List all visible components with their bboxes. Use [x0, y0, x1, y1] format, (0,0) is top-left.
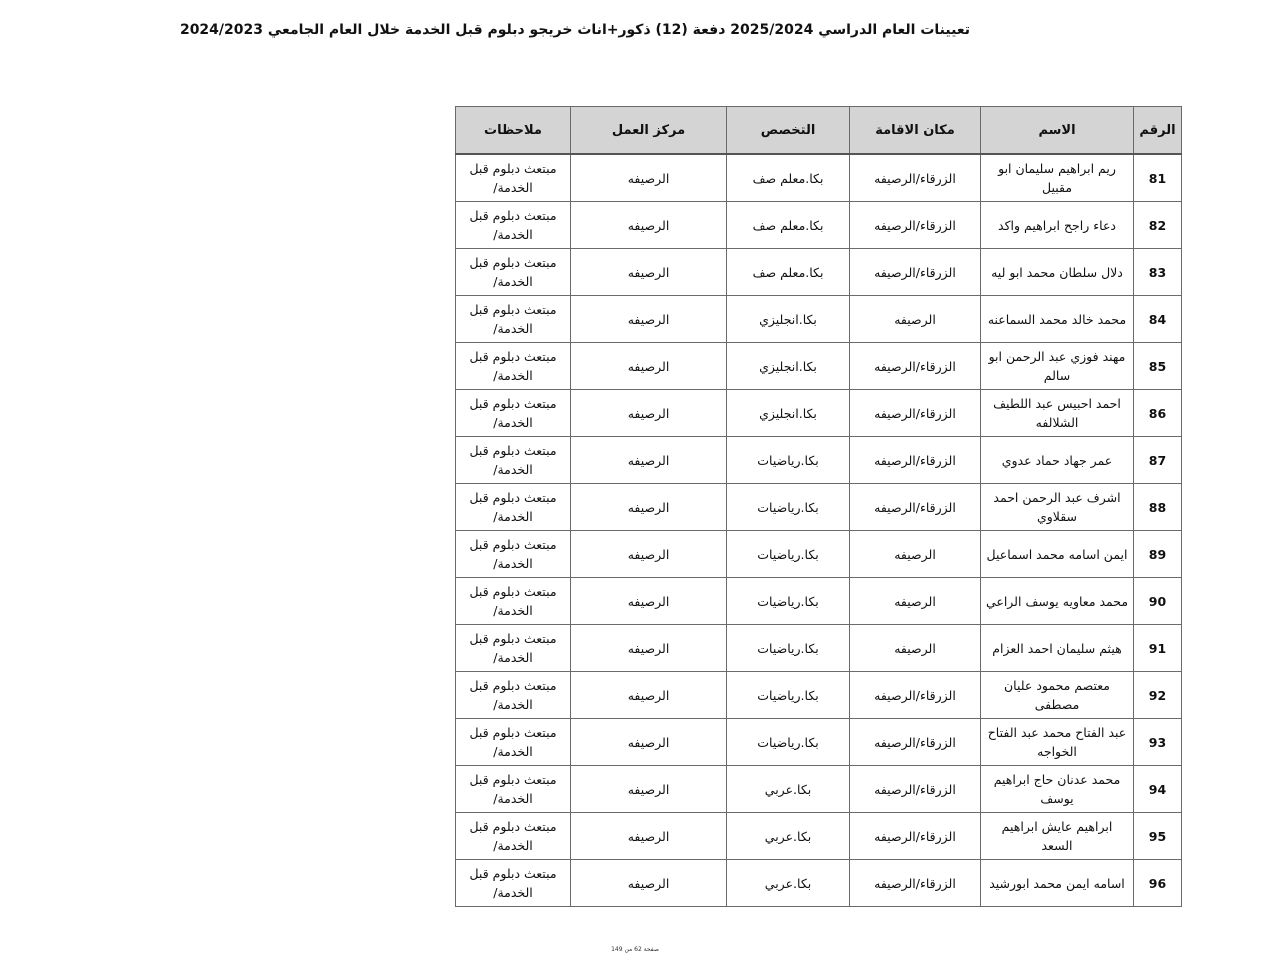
- cell-specialty: بكا.عربي: [727, 766, 850, 813]
- cell-notes: مبتعث دبلوم قبل الخدمة/: [456, 484, 571, 531]
- cell-notes: مبتعث دبلوم قبل الخدمة/: [456, 390, 571, 437]
- page-title: تعيينات العام الدراسي 2025/2024 دفعة (12) ذكور+اناث خريجو دبلوم قبل الخدمة خلال العام الجامعي 2024/2023: [179, 22, 970, 38]
- cell-name: معتصم محمود عليان مصطفى: [981, 672, 1134, 719]
- cell-name: عبد الفتاح محمد عبد الفتاح الخواجه: [981, 719, 1134, 766]
- cell-residence: الرصيفه: [850, 578, 981, 625]
- cell-specialty: بكا.رياضيات: [727, 578, 850, 625]
- table-row: [456, 437, 1182, 484]
- cell-specialty: بكا.رياضيات: [727, 719, 850, 766]
- table-row: [456, 249, 1182, 296]
- cell-specialty: بكا.انجليزي: [727, 296, 850, 343]
- cell-residence: الزرقاء/الرصيفه: [850, 154, 981, 202]
- cell-notes: مبتعث دبلوم قبل الخدمة/: [456, 860, 571, 907]
- cell-notes: مبتعث دبلوم قبل الخدمة/: [456, 296, 571, 343]
- cell-residence: الزرقاء/الرصيفه: [850, 813, 981, 860]
- cell-notes: مبتعث دبلوم قبل الخدمة/: [456, 202, 571, 249]
- cell-specialty: بكا.رياضيات: [727, 625, 850, 672]
- cell-workplace: الرصيفه: [571, 672, 727, 719]
- cell-workplace: الرصيفه: [571, 249, 727, 296]
- cell-notes: مبتعث دبلوم قبل الخدمة/: [456, 719, 571, 766]
- cell-notes: مبتعث دبلوم قبل الخدمة/: [456, 813, 571, 860]
- cell-name: دلال سلطان محمد ابو ليه: [981, 249, 1134, 296]
- table-row: [456, 390, 1182, 437]
- cell-specialty: بكا.انجليزي: [727, 390, 850, 437]
- cell-residence: الزرقاء/الرصيفه: [850, 202, 981, 249]
- cell-workplace: الرصيفه: [571, 390, 727, 437]
- cell-name: محمد خالد محمد السماعنه: [981, 296, 1134, 343]
- cell-name: محمد عدنان حاج ابراهيم يوسف: [981, 766, 1134, 813]
- cell-specialty: بكا.انجليزي: [727, 343, 850, 390]
- cell-specialty: بكا.معلم صف: [727, 249, 850, 296]
- cell-residence: الزرقاء/الرصيفه: [850, 860, 981, 907]
- cell-number: 94: [1134, 766, 1182, 813]
- header-residence: مكان الاقامة: [850, 107, 981, 155]
- cell-specialty: بكا.معلم صف: [727, 154, 850, 202]
- cell-specialty: بكا.معلم صف: [727, 202, 850, 249]
- cell-residence: الزرقاء/الرصيفه: [850, 719, 981, 766]
- table-row: [456, 154, 1182, 202]
- table-row: [456, 296, 1182, 343]
- cell-workplace: الرصيفه: [571, 813, 727, 860]
- cell-notes: مبتعث دبلوم قبل الخدمة/: [456, 437, 571, 484]
- cell-workplace: الرصيفه: [571, 343, 727, 390]
- cell-residence: الرصيفه: [850, 296, 981, 343]
- cell-number: 85: [1134, 343, 1182, 390]
- cell-name: عمر جهاد حماد عدوي: [981, 437, 1134, 484]
- cell-number: 83: [1134, 249, 1182, 296]
- cell-notes: مبتعث دبلوم قبل الخدمة/: [456, 672, 571, 719]
- cell-specialty: بكا.رياضيات: [727, 484, 850, 531]
- cell-residence: الزرقاء/الرصيفه: [850, 390, 981, 437]
- cell-workplace: الرصيفه: [571, 625, 727, 672]
- cell-name: ابراهيم عايش ابراهيم السعد: [981, 813, 1134, 860]
- table-row: [456, 672, 1182, 719]
- cell-name: دعاء راجح ابراهيم واكد: [981, 202, 1134, 249]
- table-row: [456, 531, 1182, 578]
- cell-number: 87: [1134, 437, 1182, 484]
- cell-number: 88: [1134, 484, 1182, 531]
- cell-name: محمد معاويه يوسف الراعي: [981, 578, 1134, 625]
- cell-name: ايمن اسامه محمد اسماعيل: [981, 531, 1134, 578]
- cell-notes: مبتعث دبلوم قبل الخدمة/: [456, 343, 571, 390]
- cell-name: احمد احبيس عبد اللطيف الشلالفه: [981, 390, 1134, 437]
- table-row: [456, 860, 1182, 907]
- cell-workplace: الرصيفه: [571, 719, 727, 766]
- cell-number: 91: [1134, 625, 1182, 672]
- table-row: [456, 484, 1182, 531]
- cell-residence: الزرقاء/الرصيفه: [850, 766, 981, 813]
- cell-workplace: الرصيفه: [571, 437, 727, 484]
- cell-name: اشرف عبد الرحمن احمد سقلاوي: [981, 484, 1134, 531]
- cell-name: مهند فوزي عبد الرحمن ابو سالم: [981, 343, 1134, 390]
- cell-workplace: الرصيفه: [571, 860, 727, 907]
- table-row: [456, 343, 1182, 390]
- table-row: [456, 766, 1182, 813]
- cell-number: 96: [1134, 860, 1182, 907]
- cell-notes: مبتعث دبلوم قبل الخدمة/: [456, 766, 571, 813]
- cell-residence: الزرقاء/الرصيفه: [850, 672, 981, 719]
- cell-number: 81: [1134, 154, 1182, 202]
- cell-name: هيثم سليمان احمد العزام: [981, 625, 1134, 672]
- cell-workplace: الرصيفه: [571, 484, 727, 531]
- cell-number: 95: [1134, 813, 1182, 860]
- table-row: [456, 578, 1182, 625]
- cell-notes: مبتعث دبلوم قبل الخدمة/: [456, 154, 571, 202]
- cell-residence: الزرقاء/الرصيفه: [850, 484, 981, 531]
- header-number: الرقم: [1134, 107, 1182, 155]
- cell-specialty: بكا.رياضيات: [727, 672, 850, 719]
- cell-notes: مبتعث دبلوم قبل الخدمة/: [456, 531, 571, 578]
- header-workplace: مركز العمل: [571, 107, 727, 155]
- cell-workplace: الرصيفه: [571, 766, 727, 813]
- table-row: [456, 625, 1182, 672]
- cell-residence: الرصيفه: [850, 531, 981, 578]
- page-footer: صفحة 62 من 149: [611, 946, 659, 953]
- cell-number: 89: [1134, 531, 1182, 578]
- cell-specialty: بكا.رياضيات: [727, 531, 850, 578]
- cell-workplace: الرصيفه: [571, 202, 727, 249]
- cell-residence: الزرقاء/الرصيفه: [850, 249, 981, 296]
- cell-workplace: الرصيفه: [571, 154, 727, 202]
- header-name: الاسم: [981, 107, 1134, 155]
- cell-name: ريم ابراهيم سليمان ابو مقبيل: [981, 154, 1134, 202]
- cell-number: 86: [1134, 390, 1182, 437]
- cell-notes: مبتعث دبلوم قبل الخدمة/: [456, 578, 571, 625]
- cell-residence: الزرقاء/الرصيفه: [850, 343, 981, 390]
- cell-number: 84: [1134, 296, 1182, 343]
- cell-number: 90: [1134, 578, 1182, 625]
- cell-specialty: بكا.عربي: [727, 860, 850, 907]
- cell-workplace: الرصيفه: [571, 531, 727, 578]
- cell-workplace: الرصيفه: [571, 296, 727, 343]
- cell-number: 93: [1134, 719, 1182, 766]
- cell-specialty: بكا.عربي: [727, 813, 850, 860]
- cell-notes: مبتعث دبلوم قبل الخدمة/: [456, 249, 571, 296]
- cell-name: اسامه ايمن محمد ابورشيد: [981, 860, 1134, 907]
- table-header-row: [456, 107, 1182, 155]
- header-specialty: التخصص: [727, 107, 850, 155]
- cell-residence: الزرقاء/الرصيفه: [850, 437, 981, 484]
- cell-workplace: الرصيفه: [571, 578, 727, 625]
- cell-residence: الرصيفه: [850, 625, 981, 672]
- table-row: [456, 719, 1182, 766]
- cell-number: 92: [1134, 672, 1182, 719]
- header-notes: ملاحظات: [456, 107, 571, 155]
- appointments-table: [455, 106, 1182, 907]
- table-row: [456, 202, 1182, 249]
- cell-specialty: بكا.رياضيات: [727, 437, 850, 484]
- cell-notes: مبتعث دبلوم قبل الخدمة/: [456, 625, 571, 672]
- table-row: [456, 813, 1182, 860]
- cell-number: 82: [1134, 202, 1182, 249]
